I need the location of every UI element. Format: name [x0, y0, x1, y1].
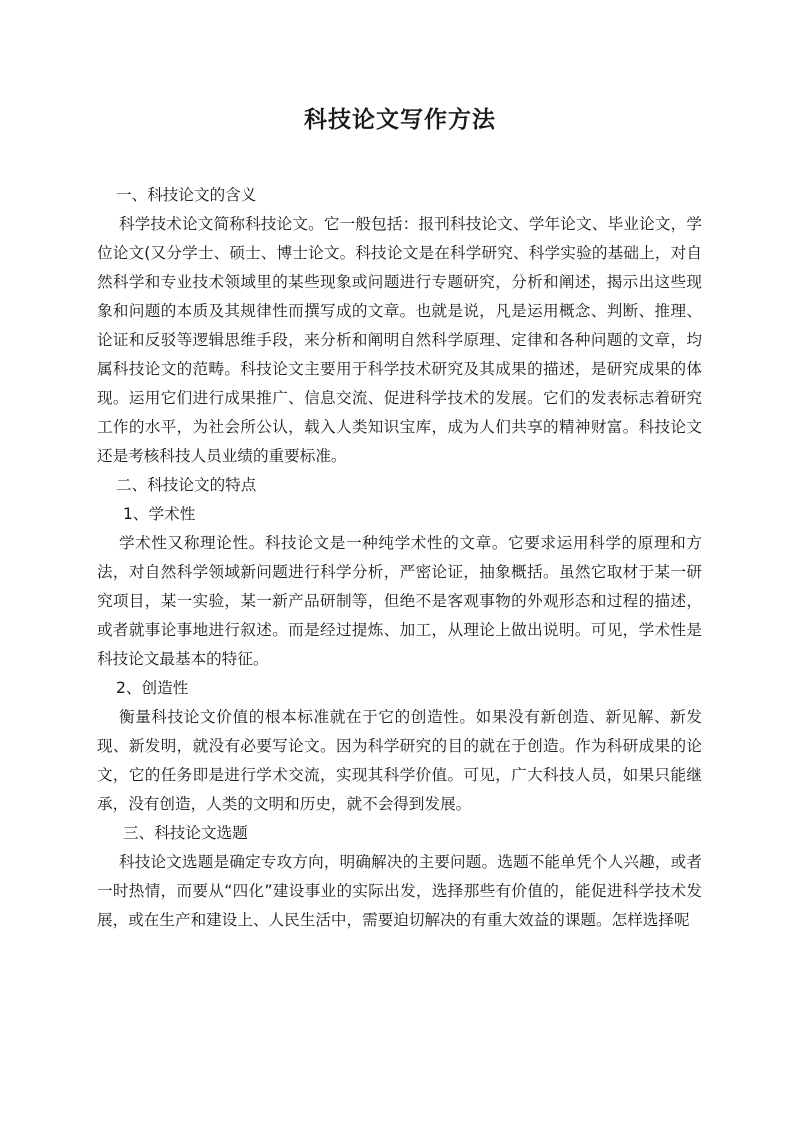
- section-1-paragraph: 科学技术论文简称科技论文。它一般包括：报刊科技论文、学年论文、毕业论文，学位论文(又分学士、硕士、博士论文。科技论文是在科学研究、科学实验的基础上，对自然科学和专业技术领域里的某些现象或问题进行专题研究，分析和阐述，揭示出这些现象和问题的本质及其规律性而撰写成的文章。也就是说，凡是运用概念、判断、推理、论证和反驳等逻辑思维手段，来分析和阐明自然科学原理、定律和各种问题的文章，均属科技论文的范畴。科技论文主要用于科学技术研究及其成果的描述，是研究成果的体现。运用它们进行成果推广、信息交流、促进科学技术的发展。它们的发表标志着研究工作的水平，为社会所公认，载入人类知识宝库，成为人们共享的精神财富。科技论文还是考核科技人员业绩的重要标准。: [97, 215, 702, 465]
- document-body: [97, 181, 702, 935]
- subsection-creativity-paragraph: 衡量科技论文价值的根本标准就在于它的创造性。如果没有新创造、新见解、新发现、新发明，就没有必要写论文。因为科学研究的目的就在于创造。作为科研成果的论文，它的任务即是进行学术交流，实现其科学价值。可见，广大科技人员，如果只能继承，没有创造，人类的文明和历史，就不会得到发展。: [97, 708, 702, 813]
- subsection-heading-academic: 1、学术性: [123, 505, 196, 523]
- section-heading-3: 三、科技论文选题: [123, 824, 248, 842]
- document-title: 科技论文写作方法: [304, 107, 496, 133]
- section-heading-1: 一、科技论文的含义: [116, 186, 257, 204]
- section-heading-2: 二、科技论文的特点: [116, 476, 257, 494]
- subsection-heading-creativity: 2、创造性: [116, 679, 189, 697]
- section-3-paragraph: 科技论文选题是确定专攻方向，明确解决的主要问题。选题不能单凭个人兴趣，或者一时热情，而要从“四化”建设事业的实际出发，选择那些有价值的，能促进科学技术发展，或在生产和建设上、人民生活中，需要迫切解决的有重大效益的课题。怎样选择呢: [97, 853, 702, 929]
- subsection-academic-paragraph: 学术性又称理论性。科技论文是一种纯学术性的文章。它要求运用科学的原理和方法，对自然科学领域新问题进行科学分析，严密论证，抽象概括。虽然它取材于某一研究项目，某一实验，某一新产品研制等，但绝不是客观事物的外观形态和过程的描述，或者就事论事地进行叙述。而是经过提炼、加工，从理论上做出说明。可见，学术性是科技论文最基本的特征。: [97, 534, 702, 668]
